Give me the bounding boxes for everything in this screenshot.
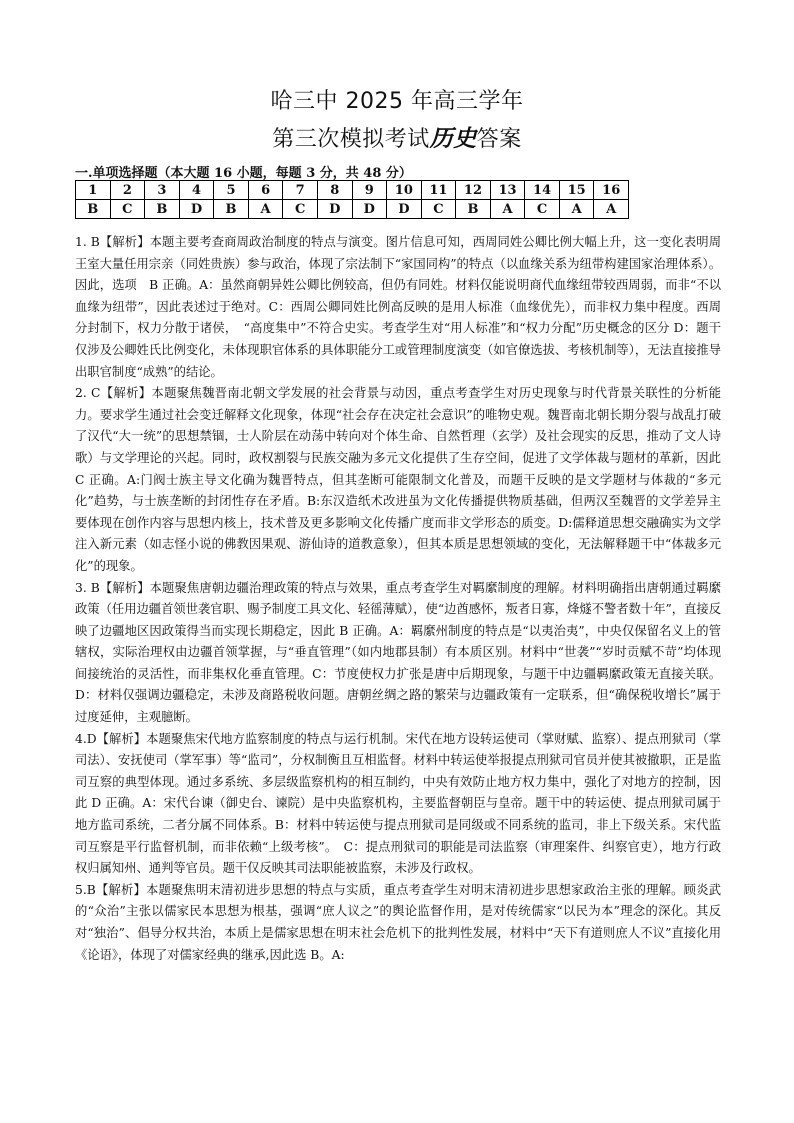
question-number: 1 [76,181,111,200]
question-number: 11 [421,181,456,200]
question-number: 8 [317,181,352,200]
section-heading: 一.单项选择题（本大题 16 小题，每题 3 分，共 48 分） [75,166,412,181]
answer-cell: A [248,200,283,219]
question-number: 10 [387,181,422,200]
answer-cell: A [594,200,629,219]
answer-cell: D [352,200,387,219]
document-title: 哈三中 2025 年高三学年 [270,89,524,114]
question-number: 4 [179,181,214,200]
answer-cell: C [110,200,145,219]
question-number: 14 [525,181,560,200]
subject-name: 历史 [429,125,477,152]
question-number-row [76,181,629,200]
answer-cell: B [214,200,249,219]
answer-cell: D [179,200,214,219]
answer-cell: C [525,200,560,219]
question-number: 2 [110,181,145,200]
explanation-paragraph-1: 1. B【解析】本题主要考查商周政治制度的特点与演变。图片信息可知，西周同姓公卿比例大幅上升，这一变化表明周王室大量任用宗亲（同姓贵族）参与政治，体现了宗法制下“家国同构”的特点（以血缘关系为纽带构建国家治理体系）。因此，选项 B 正确。A：虽然商朝异姓公卿比例较高，但仍有同姓。材料仅能说明商代血缘纽带较西周弱，而非“不以血缘为纽带”，因此表述过于绝对。C：西周公卿同姓比例高反映的是用人标准（血缘优先），而非权力集中程度。西周分封制下，权力分散于诸侯， “高度集中”不符合史实。考查学生对“用人标准”和“权力分配”历史概念的区分 D：题干仅涉及公卿姓氏比例变化，未体现职官体系的具体职能分工或管理制度演变（如官僚选拔、考核机制等），无法直接推导出职官制度“成熟”的结论。 [75,235,721,379]
answer-cell: D [317,200,352,219]
answer-key-table [75,180,629,219]
explanation-paragraph-3: 3. B【解析】本题聚焦唐朝边疆治理政策的特点与效果，重点考查学生对羁縻制度的理解。材料明确指出唐朝通过羁縻政策（任用边疆首领世袭官职、赐予制度工具文化、轻徭薄赋），使“边酋感怀，叛者日寡，烽燧不警者数十年”，直接反映了边疆地区因政策得当而实现长期稳定，因此 B 正确。A：羁縻州制度的特点是“以夷治夷”，中央仅保留名义上的管辖权，实际治理权由边疆首领掌握，与“垂直管理”（如内地郡县制）有本质区别。材料中“世袭”“岁时贡赋不苛”均体现间接统治的灵活性，而非集权化垂直管理。C：节度使权力扩张是唐中后期现象，与题干中边疆羁縻政策无直接关联。D：材料仅强调边疆稳定，未涉及商路税收问题。唐朝丝绸之路的繁荣与边疆政策有一定联系，但“确保税收增长”属于过度延伸，主观臆断。 [75,580,721,725]
explanation-paragraph-4: 4.D【解析】本题聚焦宋代地方监察制度的特点与运行机制。宋代在地方设转运使司（掌财赋、监察）、提点刑狱司（掌司法）、安抚使司（掌军事）等“监司”，分权制衡且互相监督。材料中转运使举报提点刑狱司官员并使其被撤职，正是监司互察的典型体现。通过多系统、多层级监察机构的相互制约，中央有效防止地方权力集中，强化了对地方的控制，因此 D 正确。A：宋代台谏（御史台、谏院）是中央监察机构，主要监督朝臣与皇帝。题干中的转运使、提点刑狱司属于地方监司系统，二者分属不同体系。B：材料中转运使与提点刑狱司是同级或不同系统的监司，非上下级关系。宋代监司互察是平行监督机制，而非依赖“上级考核”。 C：提点刑狱司的职能是司法监察（审理案件、纠察官吏），地方行政权归属知州、通判等官员。题干仅反映其司法职能被监察，未涉及行政权。 [75,731,721,876]
subtitle-suffix: 答案 [476,127,522,152]
question-number: 9 [352,181,387,200]
answer-cell: B [456,200,491,219]
question-number: 16 [594,181,629,200]
explanation-paragraph-2: 2. C【解析】本题聚焦魏晋南北朝文学发展的社会背景与动因，重点考查学生对历史现象与时代背景关联性的分析能力。要求学生通过社会变迁解释文化现象，体现“社会存在决定社会意识”的唯物史观。魏晋南北朝长期分裂与战乱打破了汉代“大一统”的思想禁锢，士人阶层在动荡中转向对个体生命、自然哲理（玄学）及社会现实的反思，推动了文人诗歌）与文学理论的兴起。同时，政权割裂与民族交融为多元文化提供了生存空间，促进了文学体裁与题材的革新，因此 C 正确。A:门阀士族主导文化确为魏晋特点，但其垄断可能限制文化普及，而题干反映的是文学题材与体裁的“多元化”趋势，与士族垄断的封闭性存在矛盾。B:东汉造纸术改进虽为文化传播提供物质基础，但两汉至魏晋的文学差异主要体现在创作内容与思想内核上，技术普及更多影响文化传播广度而非文学形态的质变。D:儒释道思想交融确实为文学注入新元素（如志怪小说的佛教因果观、游仙诗的道教意象），但其本质是思想领域的变化，无法解释题干中“体裁多元化”的现象。 [75,386,721,573]
question-number: 12 [456,181,491,200]
question-number: 13 [490,181,525,200]
question-number: 5 [214,181,249,200]
answer-row [76,200,629,219]
explanation-paragraph-5: 5.B【解析】本题聚焦明末清初进步思想的特点与实质，重点考查学生对明末清初进步思想家政治主张的理解。顾炎武的“众治”主张以儒家民本思想为根基，强调“庶人议之”的舆论监督作用，是对传统儒家“以民为本”理念的深化。其反对“独治”、倡导分权共治，本质上是儒家思想在明末社会危机下的批判性发展，材料中“天下有道则庶人不议”直接化用《论语》，体现了对儒家经典的继承,因此选 B。A: [75,882,721,962]
document-subtitle [0,120,794,153]
question-number: 7 [283,181,318,200]
answer-cell: A [559,200,594,219]
answer-cell: B [145,200,180,219]
answer-cell: C [283,200,318,219]
answer-cell: D [387,200,422,219]
question-number: 3 [145,181,180,200]
answer-cell: A [490,200,525,219]
answer-cell: B [76,200,111,219]
subtitle-prefix: 第三次模拟考试 [272,127,430,152]
explanations-body [75,232,721,966]
question-number: 6 [248,181,283,200]
question-number: 15 [559,181,594,200]
answer-cell: C [421,200,456,219]
